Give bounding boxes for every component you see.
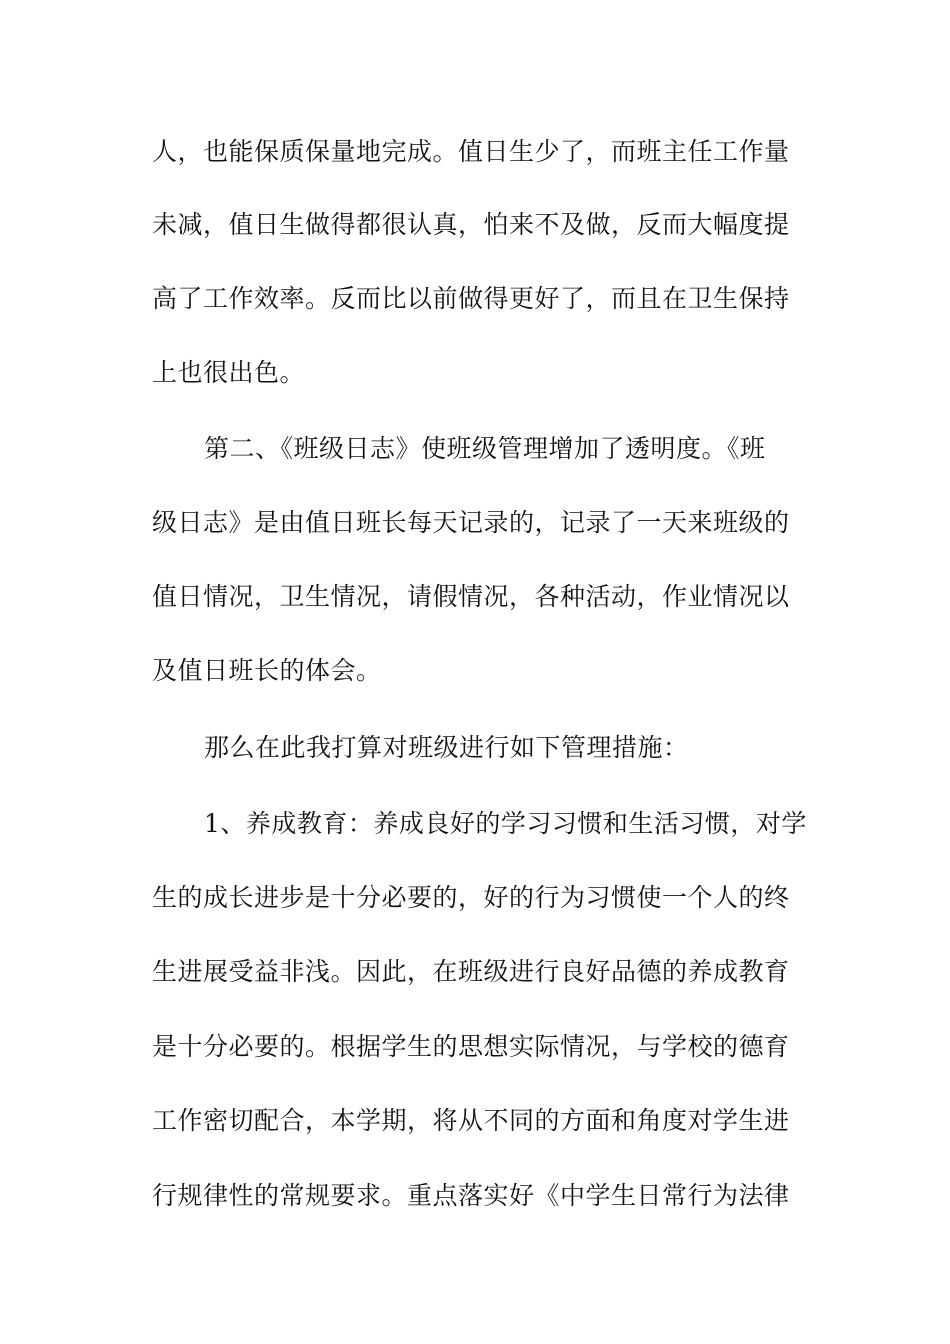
text-line-2: 未减，值日生做得都很认真，怕来不及做，反而大幅度提 [152,210,790,239]
text-line-5: 第二、《班级日志》使班级管理增加了透明度。《班 [204,434,766,463]
text-line-3: 高了工作效率。反而比以前做得更好了，而且在卫生保持 [152,284,790,313]
text-line-15: 行规律性的常规要求。重点落实好《中学生日常行为法律 [152,1181,790,1210]
text-line-6: 级日志》是由值日班长每天记录的，记录了一天来班级的 [152,508,790,537]
text-line-8: 及值日班长的体会。 [152,656,382,685]
text-line-9: 那么在此我打算对班级进行如下管理措施： [204,733,689,762]
text-line-4: 上也很出色。 [152,358,306,387]
text-line-1: 人，也能保质保量地完成。值日生少了，而班主任工作量 [152,137,790,166]
text-line-10: 1、养成教育：养成良好的学习习惯和生活习惯，对学 [204,809,807,838]
text-line-12: 生进展受益非浅。因此，在班级进行良好品德的养成教育 [152,957,790,986]
text-line-7: 值日情况，卫生情况，请假情况，各种活动，作业情况以 [152,582,790,611]
text-line-11: 生的成长进步是十分必要的，好的行为习惯使一个人的终 [152,883,790,912]
text-line-13: 是十分必要的。根据学生的思想实际情况，与学校的德育 [152,1032,790,1061]
text-line-14: 工作密切配合，本学期，将从不同的方面和角度对学生进 [152,1106,790,1135]
